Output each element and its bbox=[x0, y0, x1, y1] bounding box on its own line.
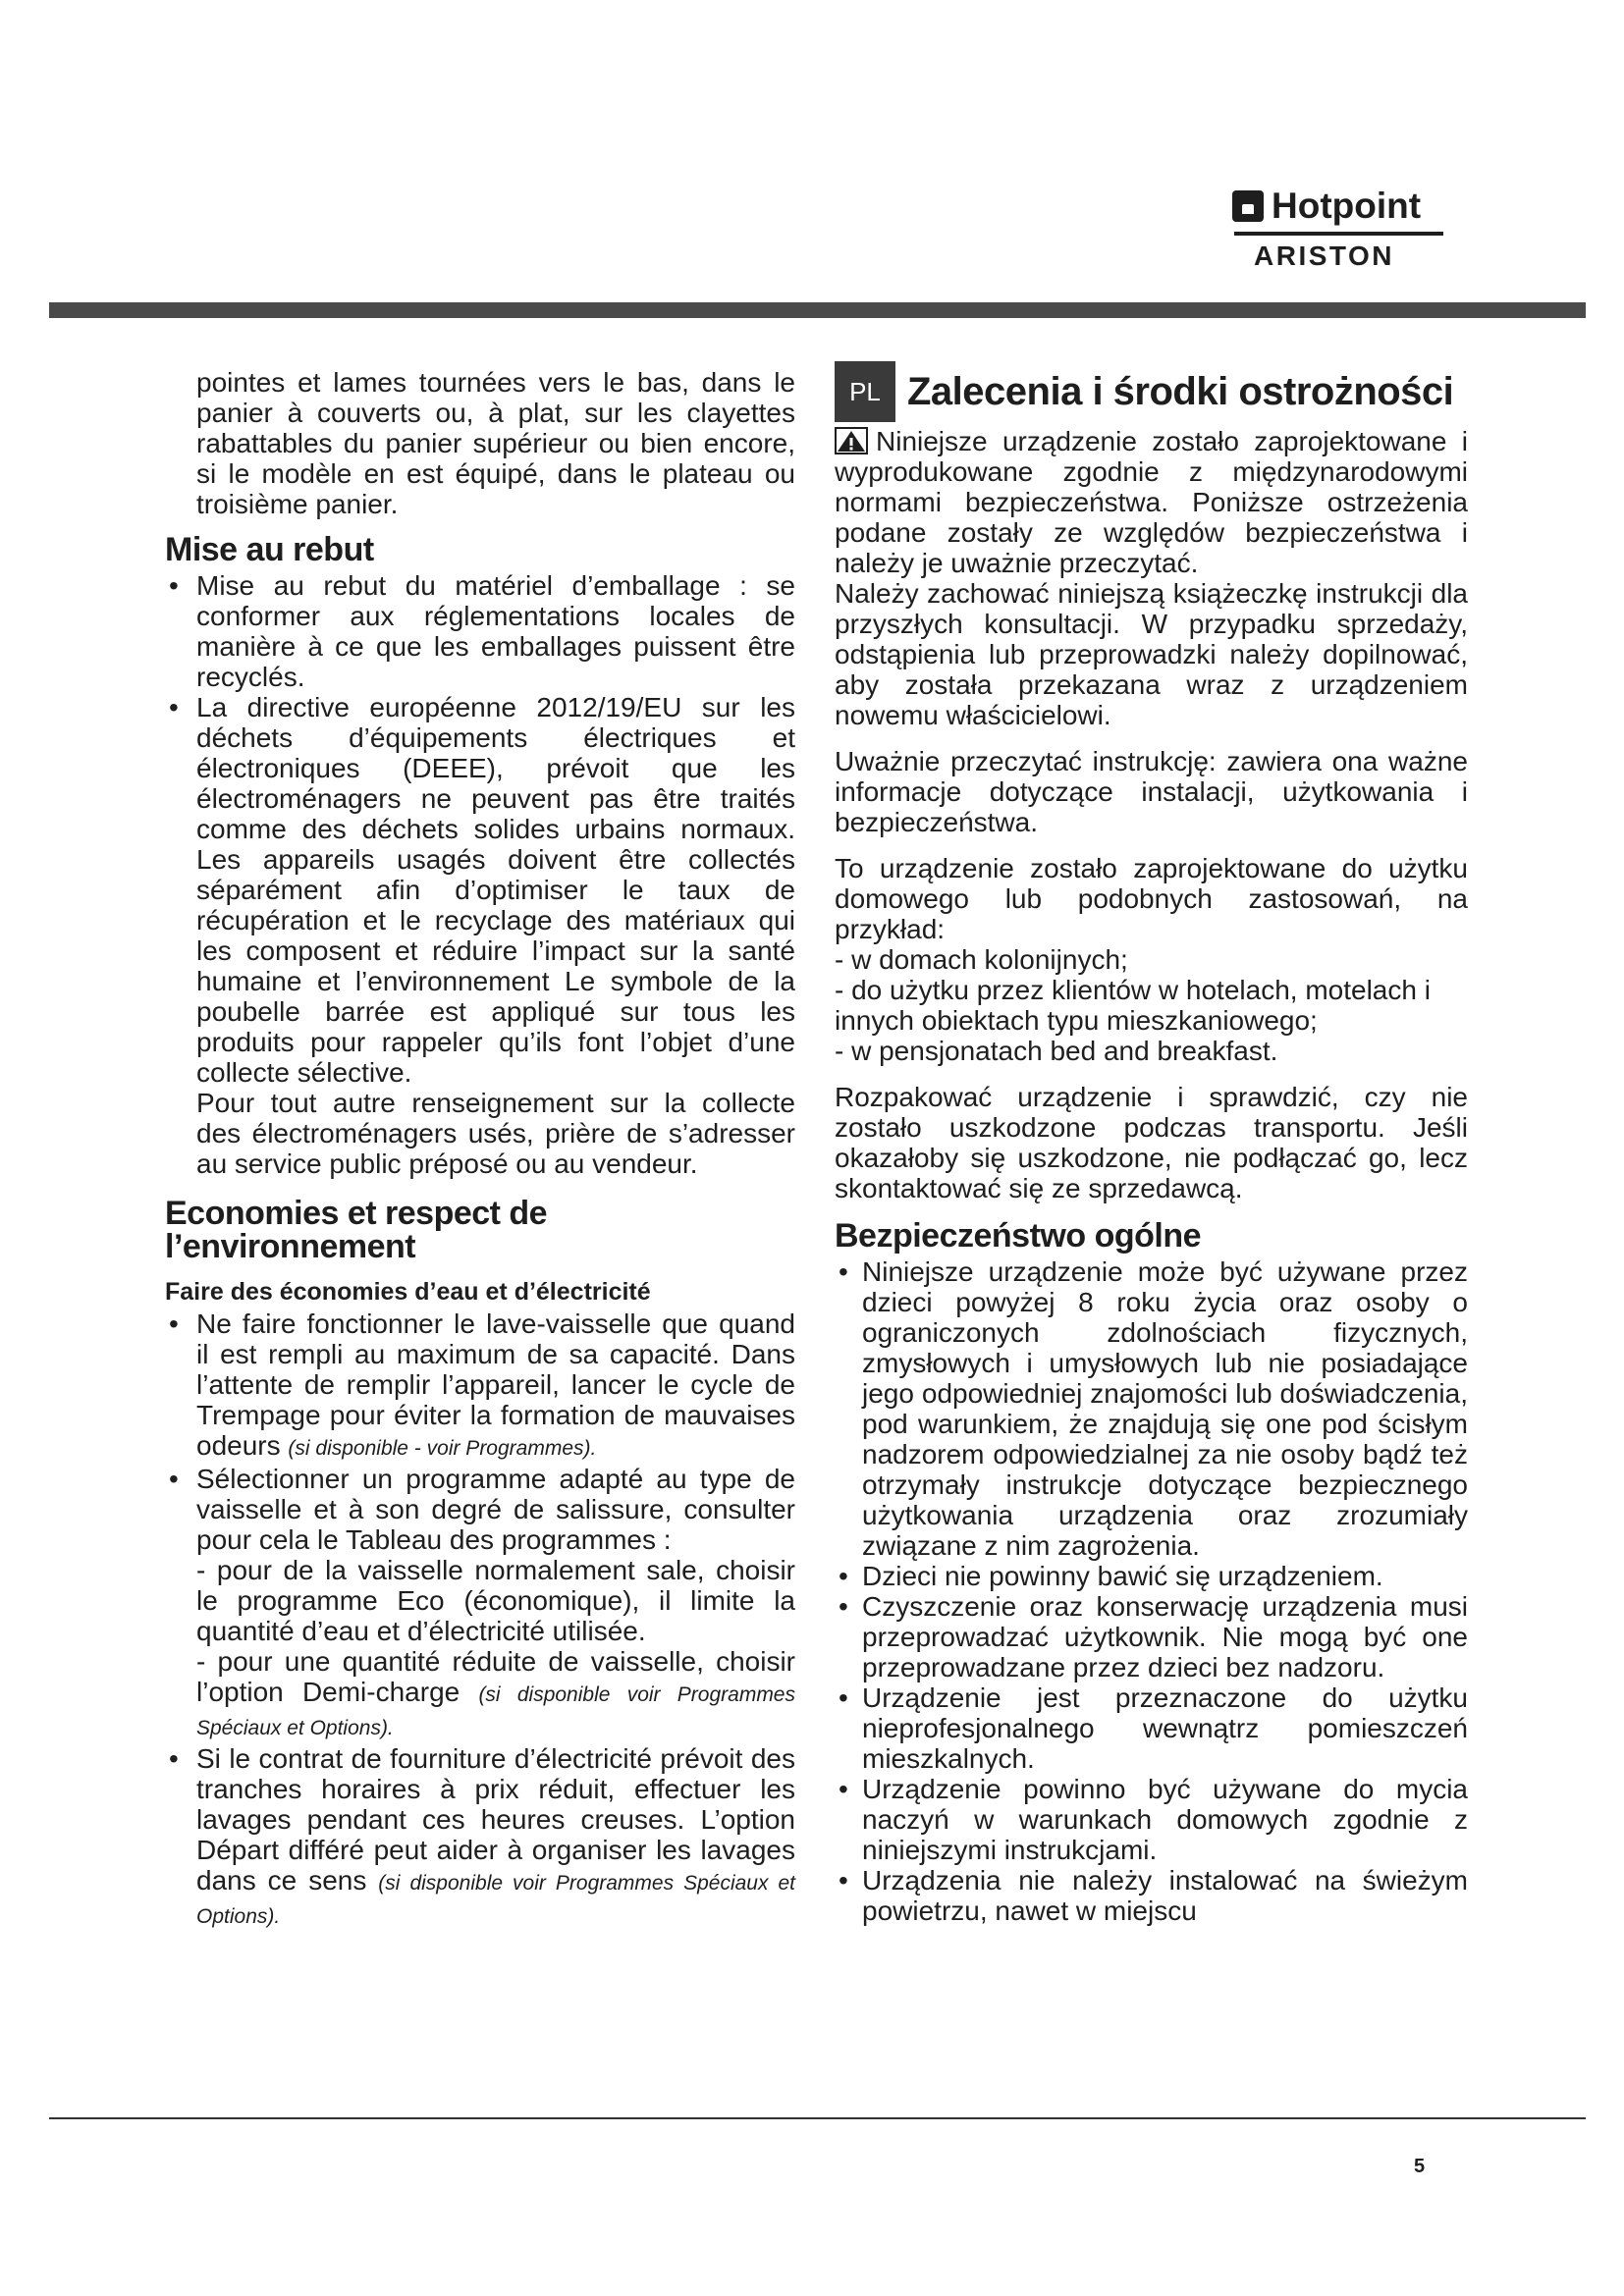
unpack-paragraph: Rozpakować urządzenie i sprawdzić, czy nie zostało uszkodzone podczas transportu. Jeśli okazałoby się uszkodzone, nie podłączać go, lecz skontaktować się ze sprzedawcą. bbox=[835, 1082, 1468, 1203]
sub-item: - pour de la vaisselle normalement sale, choisir le programme Eco (économique), il limite la quantité d’eau et d’électricité utilisée. bbox=[196, 1555, 795, 1646]
intro-paragraph: pointes et lames tournées vers le bas, dans le panier à couverts ou, à plat, sur les clayettes rabattables du panier supérieur ou bien encore, si le modèle en est équipé, dans le plateau ou troisième panier. bbox=[196, 367, 795, 519]
header-bar bbox=[49, 302, 1586, 318]
language-badge: PL bbox=[835, 361, 895, 422]
list-item: • Sélectionner un programme adapté au type de vaisselle et à son degré de salissure, consulter pour cela le Tableau des programmes : - pour de la vaisselle normalement sale, choisir le programme Eco (économique), il limite la quantité d’eau et d’électricité utilisée. - pour une quantité réduite de vaisselle, choisir l’option Demi-charge (si disponible voir Programmes Spéciaux et Options). bbox=[165, 1464, 795, 1743]
read-instructions-paragraph: Uważnie przeczytać instrukcję: zawiera ona ważne informacje dotyczące instalacji, użytkowania i bezpieczeństwa. bbox=[835, 746, 1468, 837]
keep-manual-paragraph: Należy zachować niniejszą książeczkę instrukcji dla przyszłych konsultacji. W przypadku sprzedaży, odstąpienia lub przeprowadzki należy dopilnować, aby została przekazana wraz z urządzeniem nowemu właścicielowi. bbox=[835, 578, 1468, 730]
rebut-paragraph: Pour tout autre renseignement sur la collecte des électroménagers usés, prière de s’adresser au service public préposé ou au vendeur. bbox=[196, 1088, 795, 1179]
left-column bbox=[165, 367, 795, 1932]
list-item: • Urządzenie powinno być używane do mycia naczyń w warunkach domowych zgodnie z niniejszymi instrukcjami. bbox=[835, 1774, 1468, 1865]
section-title: Zalecenia i środki ostrożności bbox=[907, 369, 1454, 413]
list-item: • Ne faire fonctionner le lave-vaisselle que quand il est rempli au maximum de sa capacité. Dans l’attente de remplir l’appareil, lancer le cycle de Trempage pour éviter la formation de mauvaises odeurs (si disponible - voir Programmes). bbox=[165, 1308, 795, 1464]
heading-mise-au-rebut: Mise au rebut bbox=[165, 531, 374, 568]
safety-paragraph: Niniejsze urządzenie zostało zaprojektowane i wyprodukowane zgodnie z międzynarodowymi normami bezpieczeństwa. Poniższe ostrzeżenia podane zostały ze względów bezpieczeństwa i należy je uważnie przeczytać. bbox=[835, 426, 1468, 578]
heading-bezpieczenstwo: Bezpieczeństwo ogólne bbox=[835, 1217, 1201, 1255]
use-item: - w pensjonatach bed and breakfast. bbox=[835, 1036, 1278, 1066]
rebut-list bbox=[165, 570, 795, 1088]
list-item: • Urządzenie jest przeznaczone do użytku nieprofesjonalnego wewnątrz pomieszczeń mieszkalnych. bbox=[835, 1682, 1468, 1774]
use-item: - do użytku przez klientów w hotelach, motelach i innych obiektach typu mieszkaniowego; bbox=[835, 975, 1431, 1036]
heading-faire-economies: Faire des économies d’eau et d’électricité bbox=[165, 1278, 651, 1306]
right-column bbox=[835, 361, 1468, 1926]
list-item: • Mise au rebut du matériel d’emballage : se conformer aux réglementations locales de manière à ce que les emballages puissent être recyclés. bbox=[165, 570, 795, 692]
list-item: • Si le contrat de fourniture d’électricité prévoit des tranches horaires à prix réduit, effectuer les lavages pendant ces heures creuses. L’option Départ différé peut aider à organiser les lavages dans ce sens (si disponible voir Programmes Spéciaux et Options). bbox=[165, 1743, 795, 1932]
brand-logo bbox=[1232, 187, 1448, 271]
economies-list bbox=[165, 1308, 795, 1932]
hotpoint-logo-icon bbox=[1232, 190, 1264, 222]
list-item: • Czyszczenie oraz konserwację urządzenia musi przeprowadzać użytkownik. Nie mogą być one przeprowadzane przez dzieci bez nadzoru. bbox=[835, 1591, 1468, 1682]
brand-name: Hotpoint bbox=[1272, 186, 1422, 226]
logo-divider bbox=[1234, 232, 1443, 236]
list-item: • Urządzenia nie należy instalować na świeżym powietrzu, nawet w miejscu bbox=[835, 1865, 1468, 1926]
domestic-use-paragraph: To urządzenie zostało zaprojektowane do użytku domowego lub podobnych zastosowań, na przykład: bbox=[835, 853, 1468, 944]
warning-icon bbox=[835, 427, 868, 454]
list-item: • Niniejsze urządzenie może być używane przez dzieci powyżej 8 roku życia oraz osoby o ograniczonych zdolnościach fizycznych, zmysłowych i umysłowych lub nie posiadające jego odpowiedniej znajomości lub doświadczenia, pod warunkiem, że znajdują się one pod ścisłym nadzorem odpowiedzialnej za nie osoby bądź też otrzymały instrukcje dotyczące bezpiecznego użytkowania urządzenia oraz zrozumiały związane z nim zagrożenia. bbox=[835, 1256, 1468, 1561]
list-item: • Dzieci nie powinny bawić się urządzeniem. bbox=[835, 1561, 1468, 1591]
brand-sub: ARISTON bbox=[1254, 240, 1394, 271]
heading-economies: Economies et respect de l’environnement bbox=[165, 1195, 548, 1265]
sub-item: - pour une quantité réduite de vaisselle, choisir l’option Demi-charge (si disponible voir Programmes Spéciaux et Options). bbox=[196, 1646, 795, 1739]
use-item: - w domach kolonijnych; bbox=[835, 944, 1128, 975]
safety-list bbox=[835, 1256, 1468, 1926]
footer-rule bbox=[49, 2117, 1586, 2119]
page-number: 5 bbox=[1414, 2156, 1426, 2177]
section-header bbox=[835, 361, 1468, 422]
list-item: • La directive européenne 2012/19/EU sur les déchets d’équipements électriques et électroniques (DEEE), prévoit que les électroménagers ne peuvent pas être traités comme des déchets solides urbains normaux. Les appareils usagés doivent être collectés séparément afin d’optimiser le taux de récupération et le recyclage des matériaux qui les composent et réduire l’impact sur la santé humaine et l’environnement Le symbole de la poubelle barrée est appliqué sur tous les produits pour rappeler qu’ils font l’objet d’une collecte sélective. bbox=[165, 692, 795, 1088]
